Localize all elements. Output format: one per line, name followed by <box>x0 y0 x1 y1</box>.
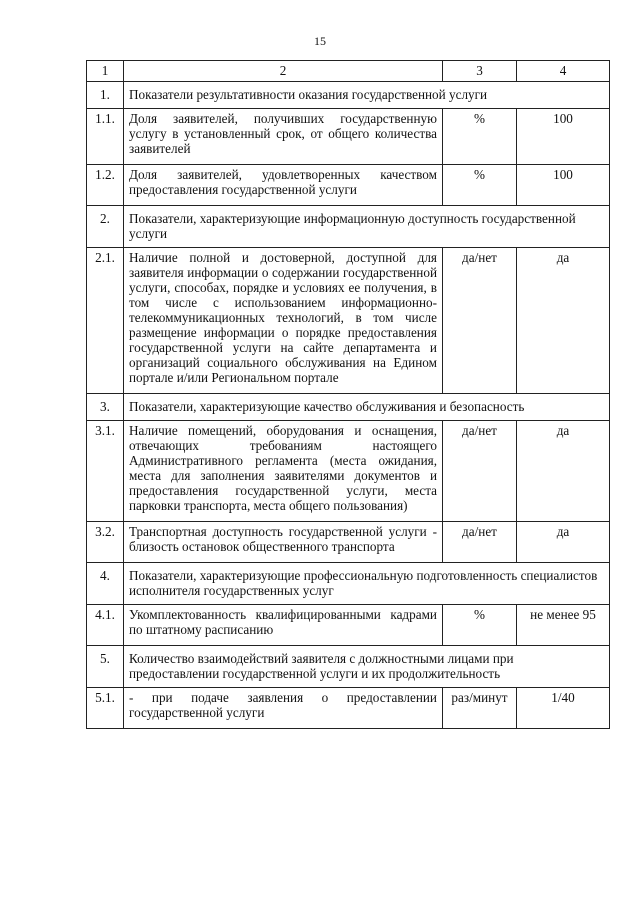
unit-cell: да/нет <box>443 248 517 394</box>
unit-cell: % <box>443 605 517 646</box>
section-title: Показатели результативности оказания государственной услуги <box>124 82 610 109</box>
section-row <box>87 82 610 109</box>
section-title: Показатели, характеризующие информационную доступность государственной услуги <box>124 206 610 248</box>
column-header: 4 <box>517 61 610 82</box>
indicator-text: - при подаче заявления о предоставлении государственной услуги <box>124 688 443 729</box>
table-row <box>87 688 610 729</box>
column-header: 2 <box>124 61 443 82</box>
row-number: 2. <box>87 206 124 248</box>
indicators-table <box>86 60 610 729</box>
unit-cell: да/нет <box>443 522 517 563</box>
column-header: 3 <box>443 61 517 82</box>
indicator-text: Наличие полной и достоверной, доступной для заявителя информации о содержании государственной услуги, способах, порядке и условиях ее получения, в том числе с использованием информационно-телекоммуникационных технологий, в том числе размещение информации о порядке предоставления государственной услуги на сайте департамента и организаций социального обслуживания на Едином портале и/или Региональном портале <box>124 248 443 394</box>
unit-cell: % <box>443 165 517 206</box>
value-cell: 100 <box>517 165 610 206</box>
section-row <box>87 206 610 248</box>
section-title: Показатели, характеризующие качество обслуживания и безопасность <box>124 394 610 421</box>
table-row <box>87 109 610 165</box>
row-number: 1.2. <box>87 165 124 206</box>
row-number: 3. <box>87 394 124 421</box>
indicator-text: Укомплектованность квалифицированными кадрами по штатному расписанию <box>124 605 443 646</box>
section-row <box>87 563 610 605</box>
table-header <box>87 61 610 82</box>
table-row <box>87 165 610 206</box>
row-number: 2.1. <box>87 248 124 394</box>
row-number: 1.1. <box>87 109 124 165</box>
section-title: Количество взаимодействий заявителя с должностными лицами при предоставлении государственной услуги и их продолжительность <box>124 646 610 688</box>
table-row <box>87 248 610 394</box>
indicator-text: Доля заявителей, удовлетворенных качеством предоставления государственной услуги <box>124 165 443 206</box>
row-number: 4.1. <box>87 605 124 646</box>
table-row <box>87 421 610 522</box>
value-cell: да <box>517 248 610 394</box>
row-number: 5.1. <box>87 688 124 729</box>
row-number: 1. <box>87 82 124 109</box>
value-cell: 1/40 <box>517 688 610 729</box>
unit-cell: % <box>443 109 517 165</box>
value-cell: 100 <box>517 109 610 165</box>
value-cell: да <box>517 421 610 522</box>
row-number: 3.2. <box>87 522 124 563</box>
row-number: 4. <box>87 563 124 605</box>
unit-cell: раз/минут <box>443 688 517 729</box>
indicator-text: Наличие помещений, оборудования и оснащения, отвечающих требованиям настоящего Административного регламента (места ожидания, места для заполнения заявителями документов и предоставления государственной услуги, места парковки транспорта, места общего пользования) <box>124 421 443 522</box>
section-title: Показатели, характеризующие профессиональную подготовленность специалистов исполнителя государственных услуг <box>124 563 610 605</box>
table-row <box>87 605 610 646</box>
unit-cell: да/нет <box>443 421 517 522</box>
value-cell: да <box>517 522 610 563</box>
table-row <box>87 522 610 563</box>
page-number: 15 <box>314 34 326 48</box>
value-cell: не менее 95 <box>517 605 610 646</box>
indicator-text: Доля заявителей, получивших государственную услугу в установленный срок, от общего количества заявителей <box>124 109 443 165</box>
indicator-text: Транспортная доступность государственной услуги - близость остановок общественного транспорта <box>124 522 443 563</box>
column-header: 1 <box>87 61 124 82</box>
section-row <box>87 646 610 688</box>
row-number: 3.1. <box>87 421 124 522</box>
section-row <box>87 394 610 421</box>
row-number: 5. <box>87 646 124 688</box>
